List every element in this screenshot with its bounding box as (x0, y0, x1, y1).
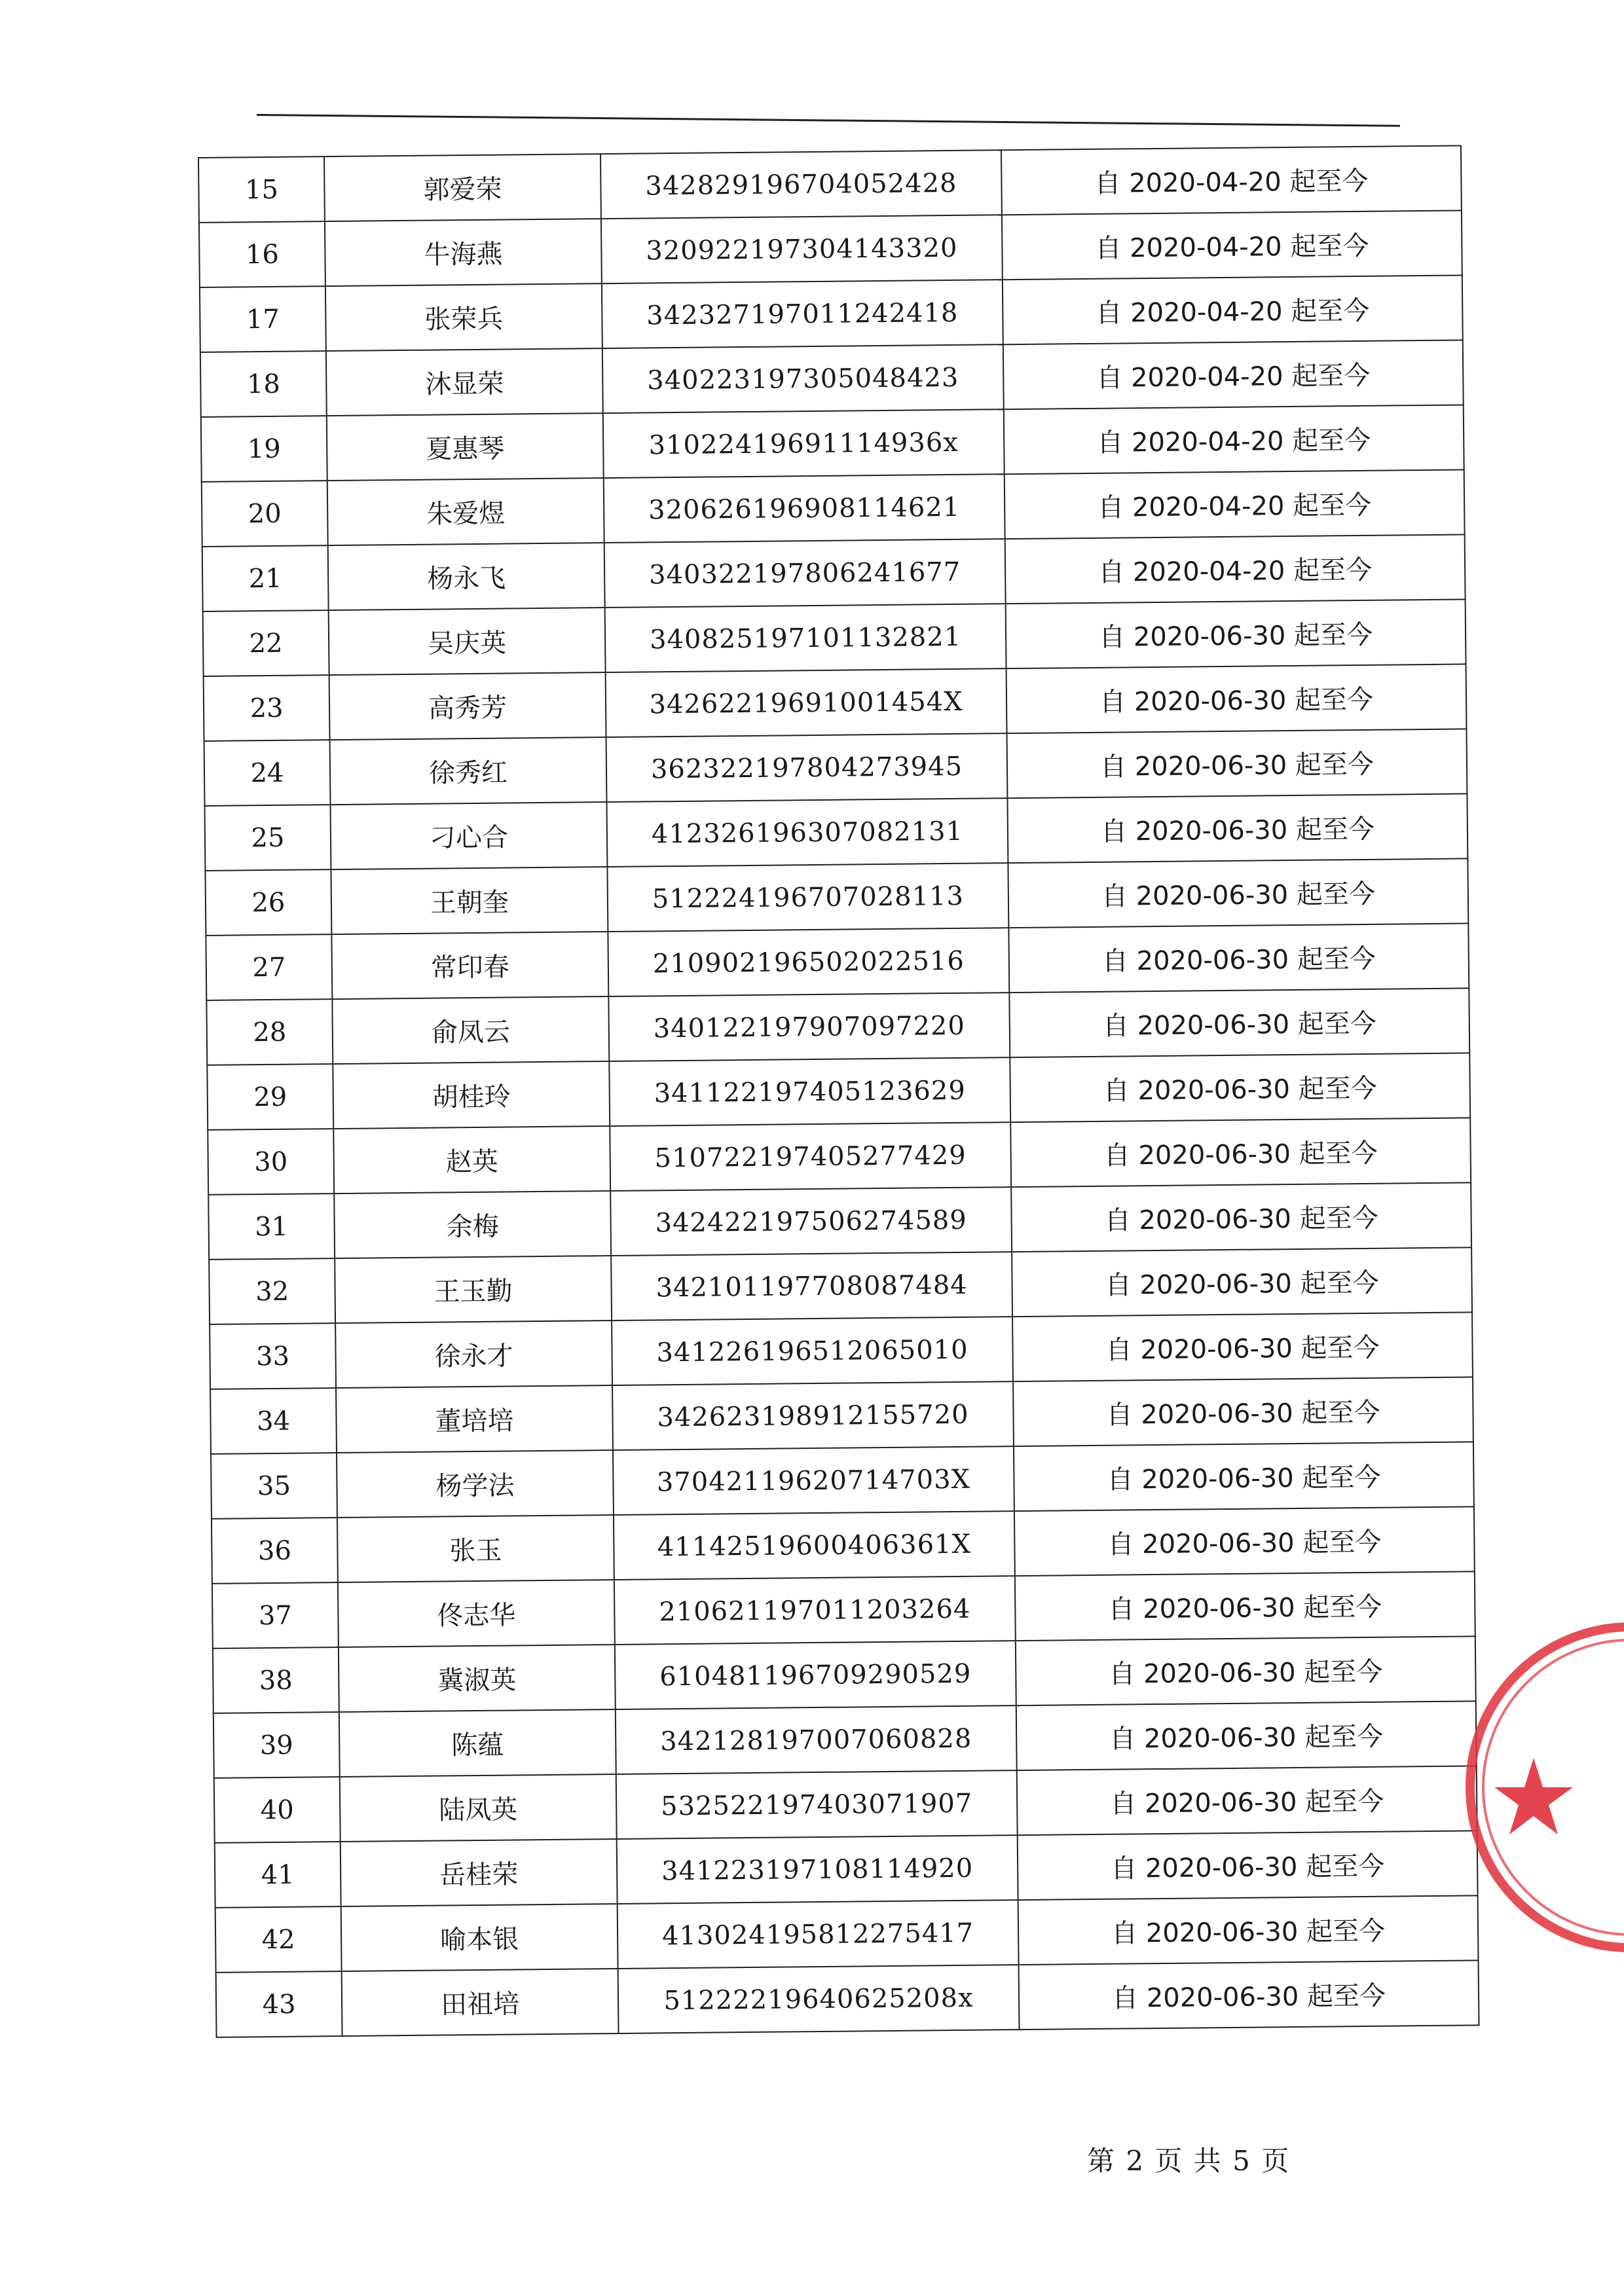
id-number: 31022419691114936x (603, 409, 1005, 478)
period-text: 自 2020-06-30 起至今 (1018, 1895, 1479, 1965)
id-number: 210902196502022516 (608, 928, 1009, 996)
row-number: 36 (212, 1518, 338, 1584)
person-name: 吴庆英 (329, 608, 606, 675)
table-row (208, 1118, 1471, 1195)
row-number: 37 (212, 1582, 339, 1649)
roster-table-body (198, 145, 1479, 2037)
table-row (208, 1182, 1471, 1260)
person-name: 余梅 (334, 1191, 611, 1258)
table-row (200, 340, 1464, 417)
period-text: 自 2020-04-20 起至今 (1001, 145, 1462, 215)
row-number: 18 (200, 351, 327, 417)
header-rule (257, 114, 1400, 127)
id-number: 37042119620714703X (613, 1446, 1014, 1515)
table-row (207, 1053, 1470, 1130)
period-text: 自 2020-06-30 起至今 (1006, 664, 1467, 733)
row-number: 32 (209, 1258, 335, 1324)
person-name: 赵英 (333, 1126, 610, 1194)
id-number: 320922197304143320 (601, 215, 1003, 283)
id-number: 342829196704052428 (600, 150, 1002, 219)
period-text: 自 2020-06-30 起至今 (1010, 1118, 1471, 1187)
row-number: 19 (201, 416, 327, 482)
row-number: 40 (214, 1777, 341, 1843)
seal-star-icon (1494, 1758, 1573, 1834)
table-row (210, 1377, 1473, 1454)
table-row (202, 469, 1465, 547)
table-row (215, 1831, 1478, 1908)
person-name: 杨学法 (337, 1450, 614, 1518)
id-number: 342128197007060828 (616, 1705, 1017, 1774)
id-number: 340122197907097220 (608, 993, 1010, 1061)
row-number: 34 (210, 1388, 337, 1454)
person-name: 王朝奎 (331, 867, 608, 934)
row-number: 28 (206, 999, 333, 1065)
table-row (214, 1766, 1477, 1843)
row-number: 17 (200, 286, 326, 352)
period-text: 自 2020-06-30 起至今 (1010, 1053, 1470, 1122)
table-row (215, 1895, 1479, 1973)
row-number: 27 (206, 934, 332, 1000)
period-text: 自 2020-06-30 起至今 (1008, 923, 1469, 993)
table-row (204, 664, 1467, 741)
row-number: 20 (202, 481, 328, 547)
table-row (205, 858, 1468, 936)
table-row (206, 923, 1469, 1000)
period-text: 自 2020-04-20 起至今 (1004, 405, 1464, 474)
roster-table (198, 145, 1479, 2037)
row-number: 23 (204, 675, 330, 741)
period-text: 自 2020-06-30 起至今 (1007, 793, 1467, 863)
period-text: 自 2020-06-30 起至今 (1016, 1701, 1477, 1770)
period-text: 自 2020-04-20 起至今 (1005, 469, 1465, 539)
person-name: 朱爱煜 (327, 478, 604, 545)
table-row (212, 1571, 1475, 1649)
row-number: 16 (199, 221, 325, 287)
id-number: 610481196709290529 (615, 1641, 1016, 1709)
id-number: 41142519600406361X (614, 1511, 1015, 1580)
row-number: 25 (205, 805, 331, 871)
table-row (198, 145, 1462, 223)
person-name: 岳桂荣 (341, 1839, 618, 1906)
row-number: 15 (198, 156, 325, 223)
table-row (199, 210, 1462, 287)
person-name: 俞凤云 (332, 996, 609, 1064)
row-number: 29 (207, 1064, 333, 1130)
id-number: 532522197403071907 (616, 1770, 1018, 1839)
period-text: 自 2020-06-30 起至今 (1014, 1442, 1474, 1511)
table-row (201, 405, 1464, 482)
row-number: 30 (208, 1129, 334, 1195)
person-name: 郭爱荣 (324, 154, 601, 221)
person-name: 徐秀红 (330, 737, 607, 805)
period-text: 自 2020-06-30 起至今 (1013, 1377, 1473, 1446)
table-row (212, 1506, 1475, 1584)
id-number: 341223197108114920 (617, 1835, 1018, 1904)
row-number: 26 (205, 869, 331, 936)
period-text: 自 2020-06-30 起至今 (1006, 599, 1466, 668)
row-number: 24 (204, 740, 331, 806)
official-seal (1447, 1617, 1624, 1958)
period-text: 自 2020-06-30 起至今 (1015, 1571, 1475, 1641)
person-name: 陆凤英 (340, 1774, 617, 1842)
person-name: 冀淑英 (339, 1645, 616, 1712)
period-text: 自 2020-06-30 起至今 (1009, 988, 1469, 1057)
id-number: 342101197708087484 (611, 1252, 1012, 1321)
table-row (216, 1960, 1479, 2037)
period-text: 自 2020-04-20 起至今 (1003, 275, 1463, 344)
table-row (211, 1442, 1474, 1519)
row-number: 43 (216, 1971, 342, 2037)
row-number: 35 (211, 1453, 337, 1519)
id-number: 341226196512065010 (612, 1317, 1013, 1385)
person-name: 张荣兵 (325, 283, 602, 351)
person-name: 田祖培 (342, 1969, 619, 2036)
table-row (202, 534, 1466, 611)
table-row (209, 1247, 1472, 1324)
period-text: 自 2020-06-30 起至今 (1019, 1960, 1479, 2030)
person-name: 张玉 (337, 1515, 614, 1582)
row-number: 21 (202, 545, 329, 611)
person-name: 常印春 (331, 932, 608, 999)
id-number: 34262219691001454X (606, 668, 1007, 737)
row-number: 38 (213, 1647, 339, 1713)
person-name: 佟志华 (338, 1580, 615, 1647)
id-number: 412326196307082131 (606, 798, 1008, 867)
id-number: 342623198912155720 (612, 1381, 1014, 1450)
id-number: 342422197506274589 (610, 1187, 1012, 1256)
id-number: 342327197011242418 (602, 280, 1003, 348)
person-name: 陈蕴 (339, 1709, 616, 1777)
period-text: 自 2020-06-30 起至今 (1016, 1636, 1476, 1705)
table-row (213, 1636, 1476, 1713)
period-text: 自 2020-06-30 起至今 (1017, 1766, 1477, 1835)
row-number: 39 (213, 1712, 340, 1778)
person-name: 王玉勤 (335, 1256, 612, 1323)
period-text: 自 2020-04-20 起至今 (1003, 340, 1464, 409)
row-number: 41 (215, 1842, 341, 1908)
table-row (213, 1701, 1477, 1778)
id-number: 51222219640625208x (618, 1965, 1020, 2033)
id-number: 362322197804273945 (606, 733, 1008, 802)
id-number: 512224196707028113 (607, 863, 1008, 932)
id-number: 341122197405123629 (609, 1057, 1010, 1126)
period-text: 自 2020-06-30 起至今 (1012, 1247, 1472, 1317)
roster-table-wrap (198, 145, 1473, 2038)
period-text: 自 2020-06-30 起至今 (1014, 1506, 1475, 1576)
row-number: 42 (215, 1906, 342, 1973)
row-number: 22 (203, 610, 329, 676)
page-number: 第 2 页 共 5 页 (1087, 2145, 1291, 2177)
person-name: 杨永飞 (328, 543, 605, 610)
table-row (205, 793, 1468, 871)
id-number: 340223197305048423 (602, 344, 1004, 413)
period-text: 自 2020-06-30 起至今 (1007, 729, 1467, 798)
person-name: 沐显荣 (326, 348, 603, 416)
id-number: 320626196908114621 (604, 474, 1005, 543)
row-number: 33 (210, 1323, 336, 1389)
table-row (210, 1312, 1473, 1389)
period-text: 自 2020-04-20 起至今 (1005, 534, 1466, 604)
period-text: 自 2020-04-20 起至今 (1002, 210, 1462, 280)
person-name: 高秀芳 (329, 672, 606, 740)
period-text: 自 2020-06-30 起至今 (1012, 1312, 1473, 1381)
id-number: 210621197011203264 (614, 1576, 1016, 1645)
person-name: 喻本银 (341, 1904, 618, 1971)
row-number: 31 (208, 1194, 335, 1260)
id-number: 340825197101132821 (605, 604, 1006, 672)
person-name: 胡桂玲 (333, 1061, 610, 1129)
id-number: 340322197806241677 (604, 539, 1006, 608)
table-row (203, 599, 1466, 676)
id-number: 413024195812275417 (618, 1900, 1019, 1969)
table-row (200, 275, 1463, 352)
person-name: 徐永才 (335, 1321, 612, 1388)
person-name: 董培培 (336, 1385, 613, 1453)
table-row (206, 988, 1469, 1065)
period-text: 自 2020-06-30 起至今 (1018, 1831, 1478, 1900)
id-number: 510722197405277429 (610, 1122, 1011, 1191)
person-name: 刁心合 (331, 802, 608, 869)
person-name: 牛海燕 (325, 219, 602, 286)
table-row (204, 729, 1467, 806)
person-name: 夏惠琴 (327, 413, 604, 481)
period-text: 自 2020-06-30 起至今 (1008, 858, 1468, 928)
period-text: 自 2020-06-30 起至今 (1011, 1182, 1471, 1252)
